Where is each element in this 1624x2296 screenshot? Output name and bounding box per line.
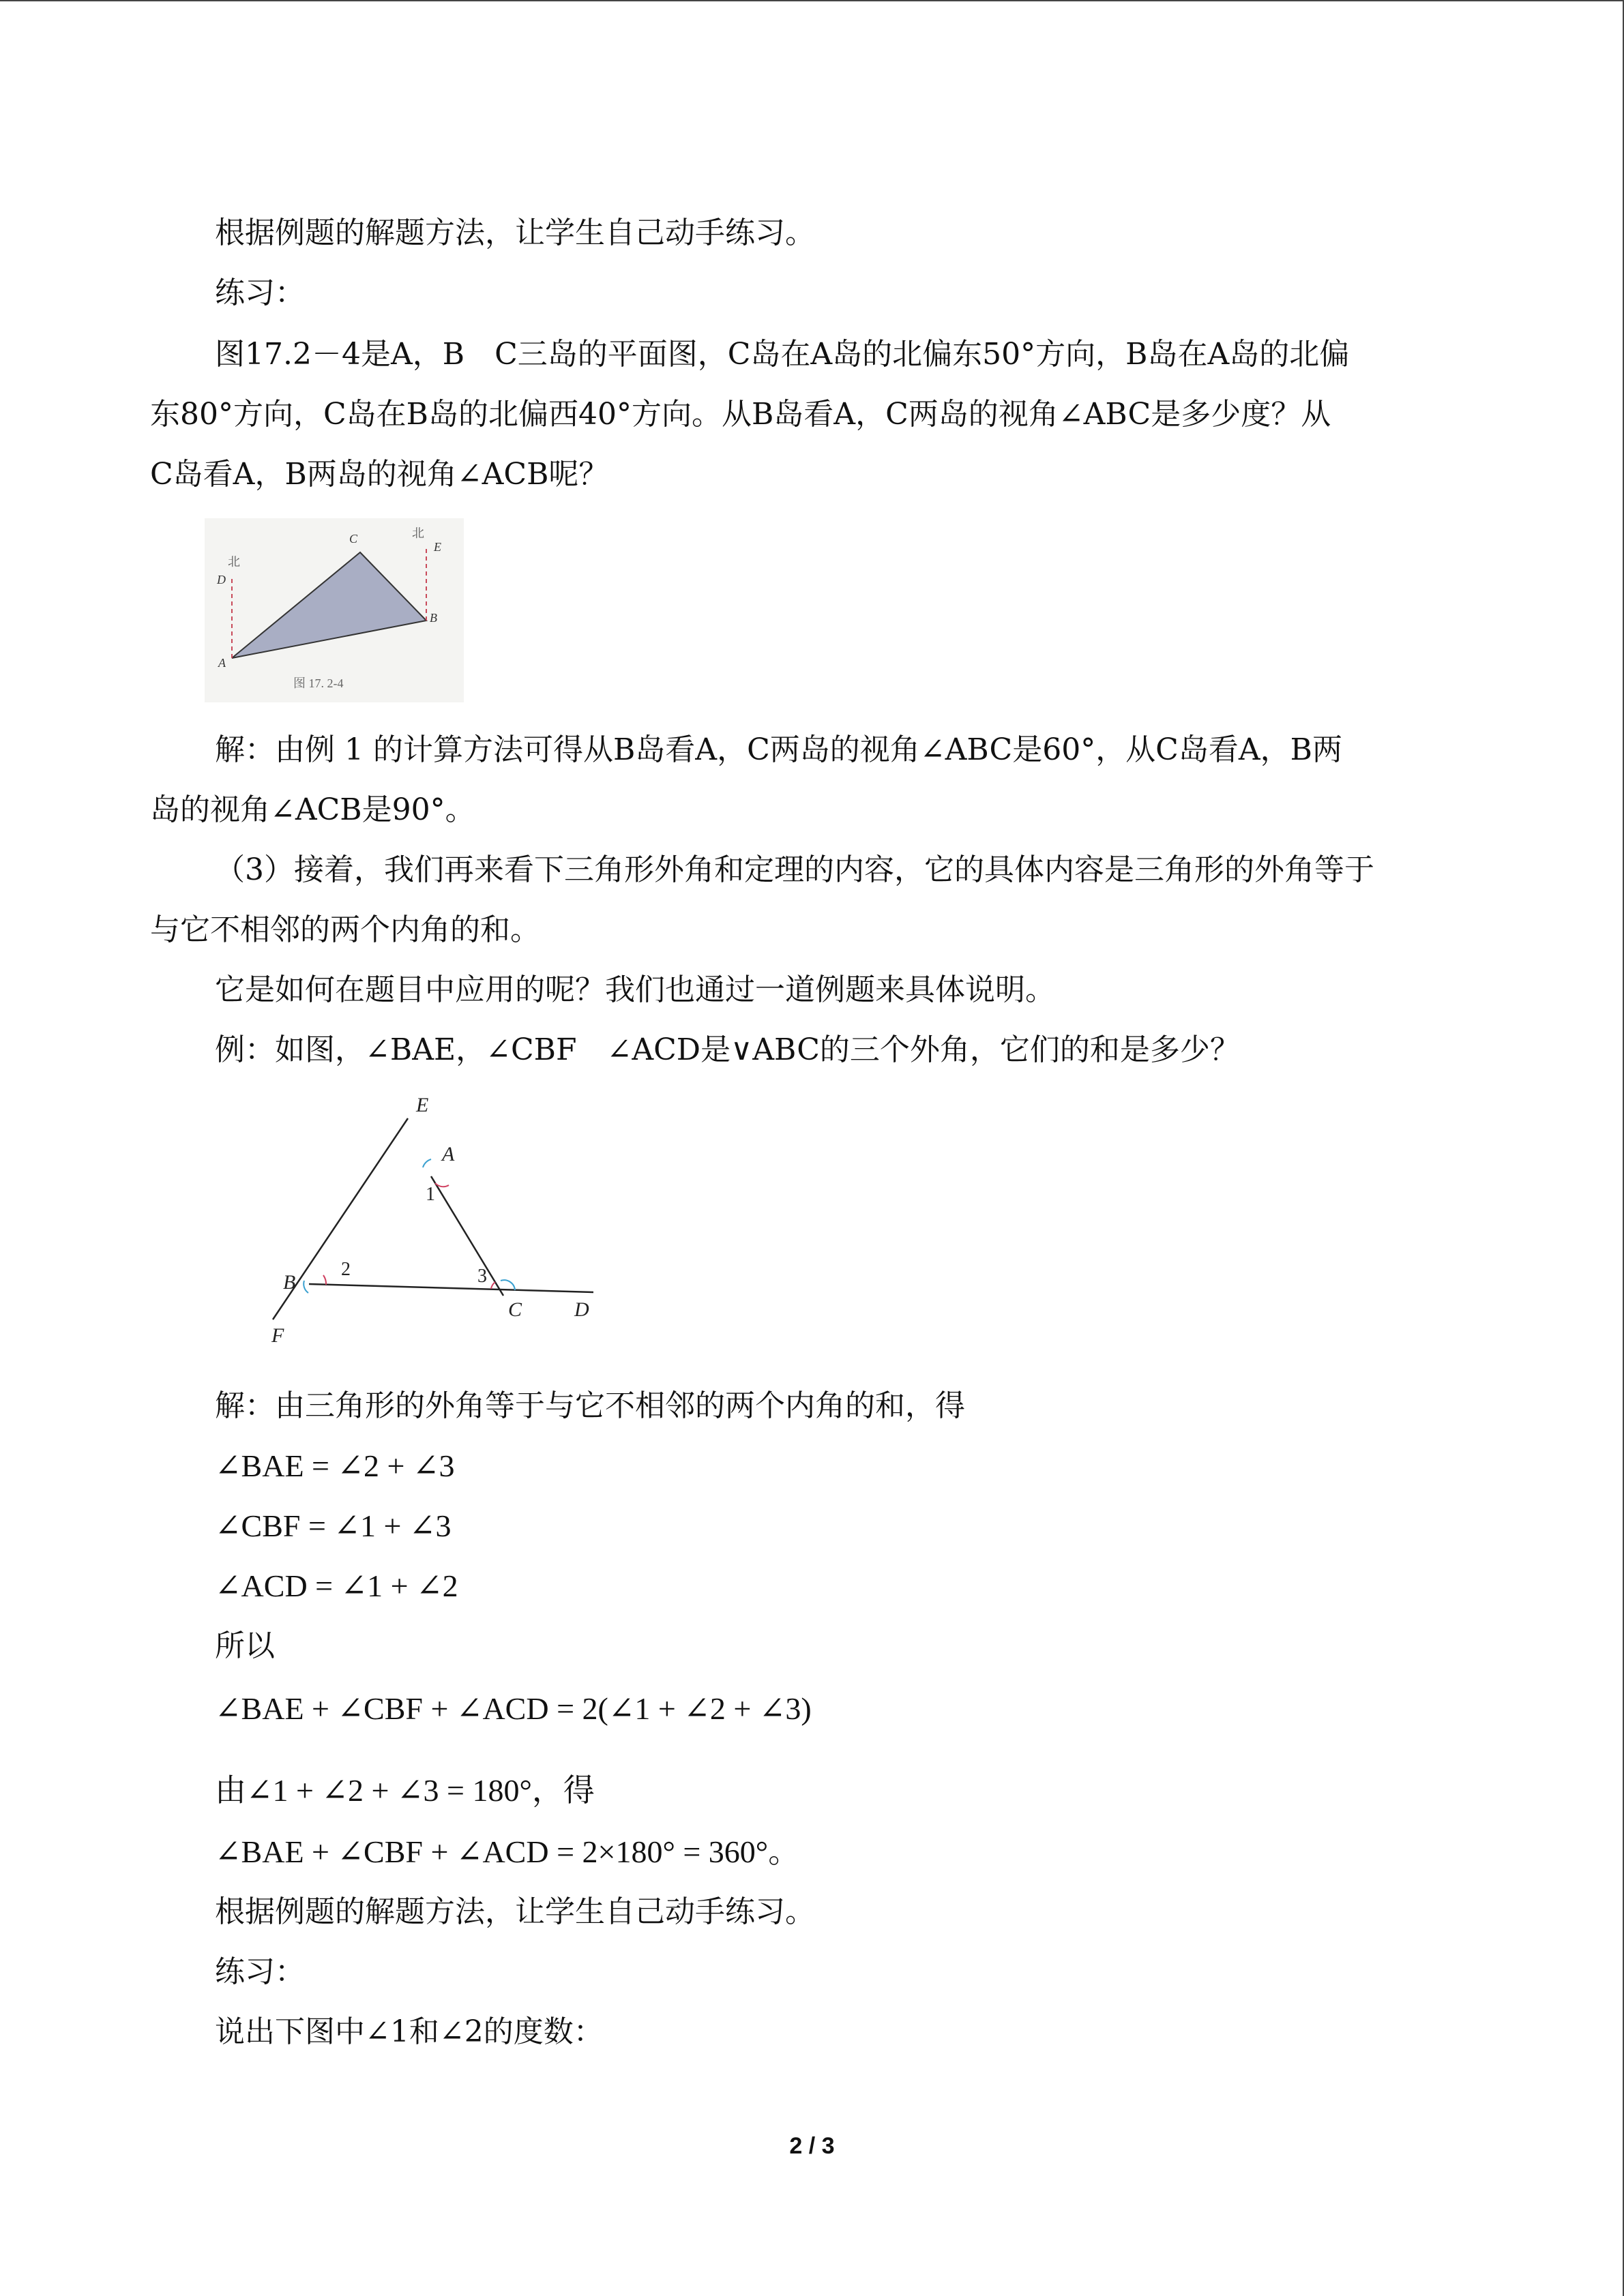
label-north-right: 北	[412, 526, 424, 540]
solution1-line-2: 岛的视角∠ACB是90°。	[150, 792, 475, 827]
label-b: B	[430, 611, 437, 625]
paragraph-instruction: 根据例题的解题方法，让学生自己动手练习。	[215, 215, 815, 250]
label-b2: B	[283, 1271, 296, 1294]
label-c: C	[349, 532, 358, 546]
angle-arc-cbf	[304, 1281, 308, 1293]
label-d2: D	[574, 1298, 589, 1321]
paragraph-instruction-2: 根据例题的解题方法，让学生自己动手练习。	[215, 1894, 815, 1929]
label-1: 1	[426, 1184, 435, 1205]
paragraph-transition: 它是如何在题目中应用的呢？我们也通过一道例题来具体说明。	[215, 972, 1055, 1007]
label-a: A	[218, 656, 226, 670]
equation-cbf: ∠CBF = ∠1 + ∠3	[215, 1508, 452, 1543]
figure-exterior-angles	[252, 1091, 621, 1350]
label-c2: C	[508, 1298, 522, 1321]
label-d: D	[217, 573, 226, 586]
equation-sum: ∠BAE + ∠CBF + ∠ACD = 2(∠1 + ∠2 + ∠3)	[215, 1691, 812, 1726]
problem-line-2: 东80°方向，C岛在B岛的北偏西40°方向。从B岛看A，C两岛的视角∠ABC是多少度？从	[150, 397, 1331, 432]
example-statement: 例：如图，∠BAE，∠CBF ∠ACD是∨ABC的三个外角，它们的和是多少？	[215, 1032, 1240, 1067]
paragraph-theorem-line-1: （3）接着，我们再来看下三角形外角和定理的内容，它的具体内容是三角形的外角等于	[215, 852, 1374, 887]
figure-caption: 图 17. 2-4	[293, 676, 344, 690]
equation-acd: ∠ACD = ∠1 + ∠2	[215, 1568, 458, 1603]
equation-result: ∠BAE + ∠CBF + ∠ACD = 2×180° = 360°。	[215, 1834, 800, 1869]
practice-question: 说出下图中∠1和∠2的度数：	[215, 2014, 604, 2049]
practice-label-2: 练习：	[215, 1954, 305, 1989]
angle-arc-3	[491, 1282, 495, 1289]
angle-arc-acd	[501, 1280, 515, 1290]
paragraph-theorem-line-2: 与它不相邻的两个内角的和。	[150, 912, 540, 947]
label-f2: F	[271, 1324, 284, 1347]
label-a2: A	[442, 1143, 455, 1165]
solution1-line-1: 解：由例 1 的计算方法可得从B岛看A，C两岛的视角∠ABC是60°，从C岛看A，B两	[215, 732, 1342, 767]
problem-line-1: 图17.2－4是A，B C三岛的平面图，C岛在A岛的北偏东50°方向，B岛在A岛的北偏	[215, 337, 1350, 372]
angle-arc-bae	[423, 1159, 431, 1167]
figure-island-map	[205, 518, 464, 702]
label-e: E	[434, 540, 441, 554]
problem-line-3: C岛看A，B两岛的视角∠ACB呢？	[150, 457, 609, 492]
label-north-left: 北	[228, 555, 240, 569]
equation-given: 由∠1 + ∠2 + ∠3 = 180°，得	[215, 1773, 595, 1808]
line-ac	[431, 1176, 503, 1296]
therefore-label: 所以	[215, 1628, 275, 1663]
practice-label: 练习：	[215, 275, 305, 310]
equation-bae: ∠BAE = ∠2 + ∠3	[215, 1448, 455, 1483]
label-2: 2	[341, 1259, 351, 1280]
angle-arc-2	[323, 1275, 326, 1285]
solution2-intro: 解：由三角形的外角等于与它不相邻的两个内角的和，得	[215, 1388, 965, 1423]
line-bd	[309, 1284, 593, 1292]
page-number: 2 / 3	[789, 2133, 835, 2159]
label-3: 3	[477, 1266, 487, 1287]
label-e2: E	[416, 1094, 429, 1116]
